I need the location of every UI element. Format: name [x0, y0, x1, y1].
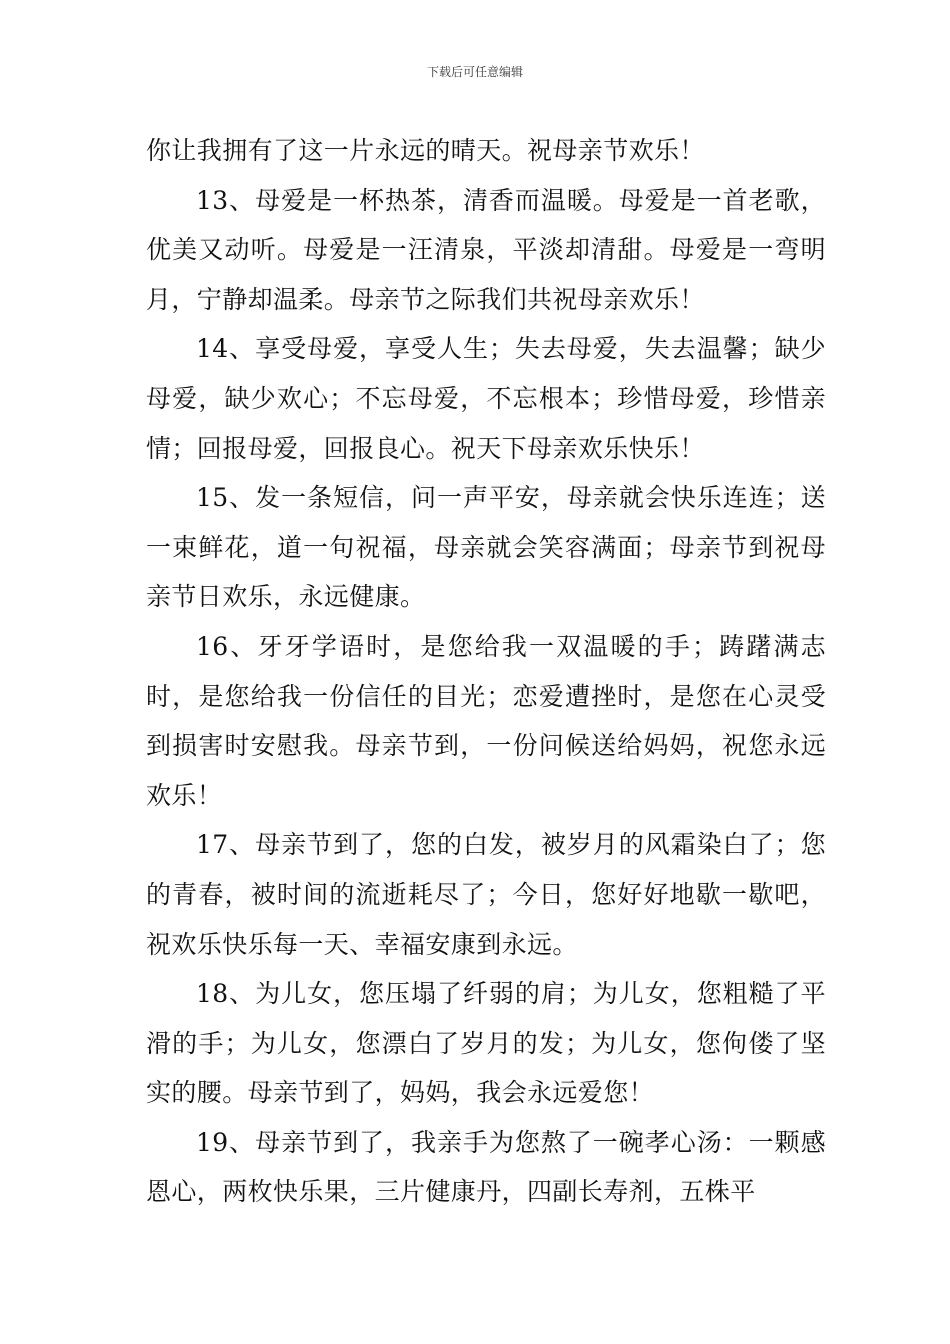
paragraph-7: 18、为儿女，您压塌了纤弱的肩；为儿女，您粗糙了平滑的手；为儿女，您漂白了岁月的发；为儿女，您佝偻了坚实的腰。母亲节到了，妈妈，我会永远爱您！ — [146, 979, 826, 1108]
document-body — [146, 126, 826, 1217]
paragraph-4: 15、发一条短信，问一声平安，母亲就会快乐连连；送一束鲜花，道一句祝福，母亲就会笑容满面；母亲节到祝母亲节日欢乐，永远健康。 — [146, 483, 826, 612]
paragraph-3: 14、享受母爱，享受人生；失去母爱，失去温馨；缺少母爱，缺少欢心；不忘母爱，不忘根本；珍惜母爱，珍惜亲情；回报母爱，回报良心。祝天下母亲欢乐快乐！ — [146, 334, 826, 463]
paragraph-8: 19、母亲节到了，我亲手为您熬了一碗孝心汤：一颗感恩心，两枚快乐果，三片健康丹，四副长寿剂，五株平 — [146, 1127, 826, 1207]
paragraph-6: 17、母亲节到了，您的白发，被岁月的风霜染白了；您的青春，被时间的流逝耗尽了；今日，您好好地歇一歇吧，祝欢乐快乐每一天、幸福安康到永远。 — [146, 830, 826, 959]
paragraph-5: 16、牙牙学语时，是您给我一双温暖的手；踌躇满志时，是您给我一份信任的目光；恋爱遭挫时，是您在心灵受到损害时安慰我。母亲节到，一份问候送给妈妈，祝您永远欢乐！ — [146, 631, 826, 810]
paragraph-2: 13、母爱是一杯热茶，清香而温暖。母爱是一首老歌，优美又动听。母爱是一汪清泉，平淡却清甜。母爱是一弯明月，宁静却温柔。母亲节之际我们共祝母亲欢乐！ — [146, 185, 826, 314]
paragraph-1: 你让我拥有了这一片永远的晴天。祝母亲节欢乐！ — [146, 136, 705, 165]
page-header: 下载后可任意编辑 — [426, 65, 523, 79]
